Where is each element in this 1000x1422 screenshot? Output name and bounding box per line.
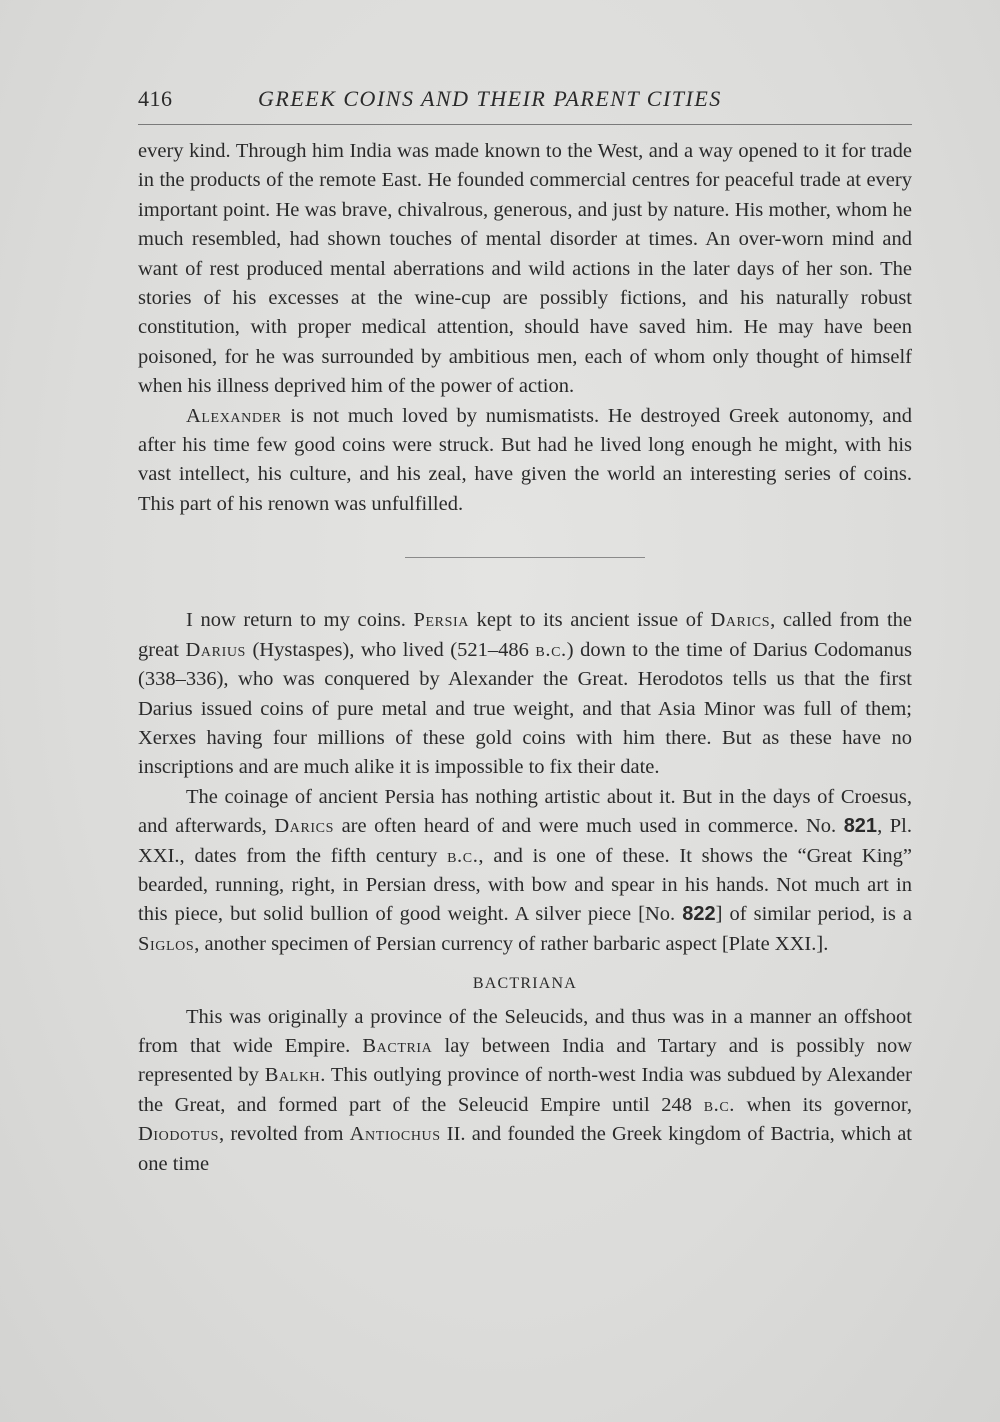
header-rule	[138, 124, 912, 125]
paragraph-persia-darics: I now return to my coins. Persia kept to its ancient issue of Darics, called from the great Darius (Hystaspes), who lived (521–486 b.c.) down to the time of Darius Codomanus (338–336), who was conquered by Alexander the Great. Herodotos tells us that the first Darius issued coins of pure metal and true weight, and that Asia Minor was full of them; Xerxes having four millions of these gold coins with him there. But as these have no inscriptions and are much alike it is impossible to fix their date.	[138, 609, 913, 779]
coin-number-821: 821	[843, 815, 878, 838]
paragraph-bactriana: This was originally a province of the Seleucids, and thus was in a manner an offshoot from that wide Empire. Bactria lay between India and Tartary and is possibly now represented by Balkh. This outlying province of north-west India was subdued by Alexander the Great, and formed part of the Seleucid Empire until 248 b.c. when its governor, Diodotus, revolted from Antiochus II. and founded the Greek kingdom of Bactria, which at one time	[138, 1005, 912, 1175]
page-header	[138, 86, 912, 120]
body-text	[138, 137, 912, 1179]
section-divider	[405, 557, 645, 558]
paragraph-persian-coinage: The coinage of ancient Persia has nothing artistic about it. But in the days of Croesus, and afterwards, Darics are often heard of and were much used in commerce. No. 821, Pl. XXI., dates from the fifth century b.c., and is one of these. It shows the “Great King” bearded, running, right, in Persian dress, with bow and spear in his hands. Not much art in this piece, but solid bullion of good weight. A silver piece [No. 822] of similar period, is a Siglos, another specimen of Persian currency of rather barbaric aspect [Plate XXI.].	[138, 785, 913, 955]
page-number: 416	[138, 86, 173, 111]
paragraph-alexander-numismatics: Alexander is not much loved by numismatists. He destroyed Greek autonomy, and after his time few good coins were struck. But had he lived long enough he might, with his vast intellect, his culture, and his zeal, have given the world an interesting series of coins. This part of his renown was unfulfilled.	[138, 404, 912, 515]
paragraph-alexander-character: every kind. Through him India was made known to the West, and a way opened to it for trade in the products of the remote East. He founded commercial centres for peaceful trade at every important point. He was brave, chivalrous, generous, and just by nature. His mother, whom he much resembled, had shown touches of mental disorder at times. An over-worn mind and want of rest produced mental aberrations and wild actions in the later days of her son. The stories of his excesses at the wine-cup are possibly fictions, and his naturally robust constitution, with proper medical attention, should have saved him. He may have been poisoned, for he was surrounded by ambitious men, each of whom only thought of himself when his illness deprived him of the power of action.	[138, 140, 912, 398]
coin-number-822: 822	[682, 903, 716, 926]
section-heading-bactriana: BACTRIANA	[472, 975, 578, 993]
running-title: GREEK COINS AND THEIR PARENT CITIES	[258, 86, 722, 111]
